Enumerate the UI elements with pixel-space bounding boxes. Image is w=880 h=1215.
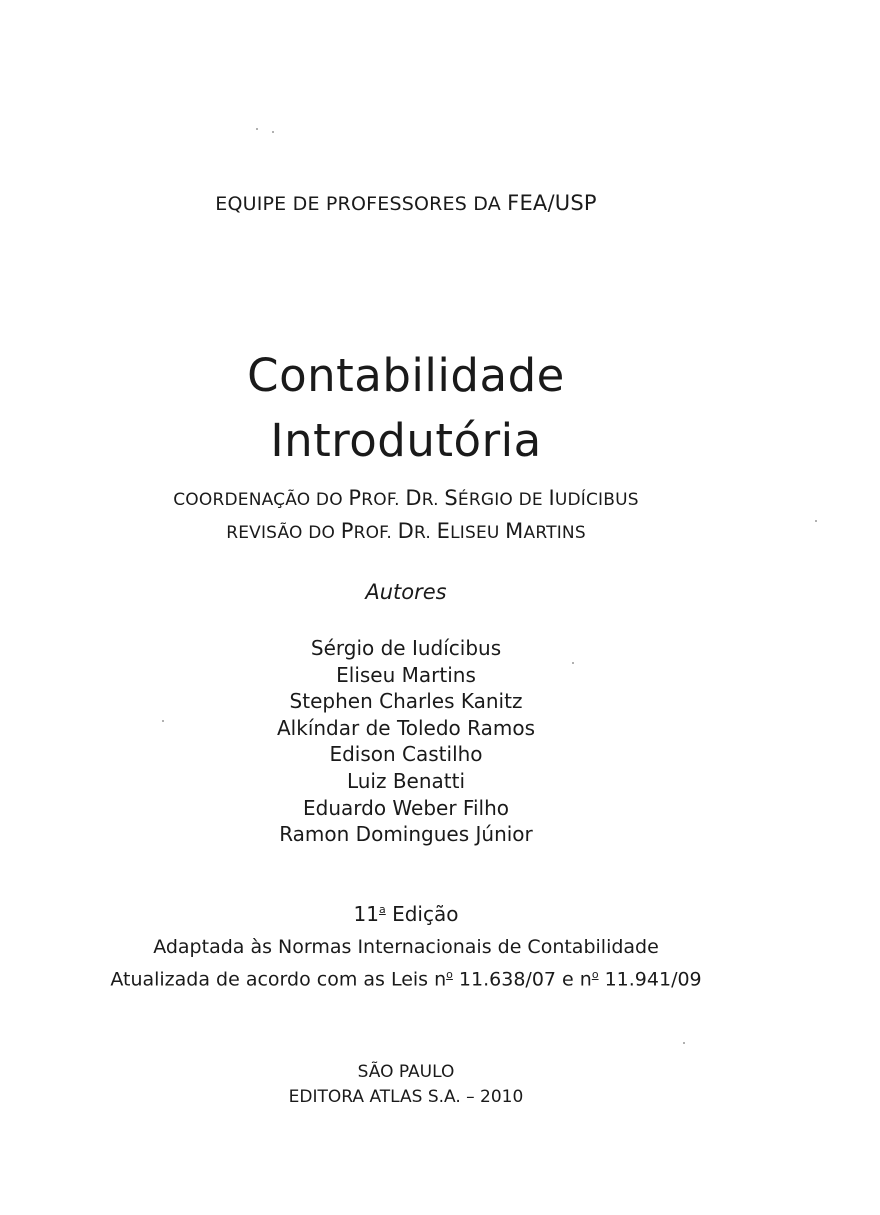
smallcaps-text: ÉRGIO DE [457,490,549,510]
scan-speck [272,131,274,133]
cap-letter: S [444,486,458,510]
edition-number: 11 [353,902,379,926]
authors-list [0,635,812,848]
cap-letter: D [397,519,414,543]
edition-ordinal: a [378,903,386,916]
smallcaps-text: ROF. [361,490,406,510]
scan-speck [683,1042,685,1044]
book-title-line-2: Introdutória [270,414,542,467]
author-name: Eliseu Martins [336,662,476,687]
publication-city: SÃO PAULO [357,1062,455,1082]
scan-speck [815,520,817,522]
author-name: Alkíndar de Toledo Ramos [277,715,535,740]
cap-letter: M [505,519,524,543]
ordinal-mark: o [446,968,453,981]
author-name: Eduardo Weber Filho [303,795,509,820]
law-note-text: 11.941/09 [598,968,702,991]
revision-credit [0,519,812,543]
smallcaps-text: ROF. [353,523,398,543]
author-name: Sérgio de Iudícibus [310,636,502,660]
cap-letter: P [348,486,362,510]
scan-speck [572,662,574,664]
cap-letter: E [436,519,451,543]
smallcaps-text: LISEU [450,523,506,543]
law-note-text: Atualizada de acordo com as Leis n [110,968,447,991]
cap-letter: I [548,486,555,510]
author-name: Edison Castilho [329,742,483,767]
law-update-note [0,968,812,990]
coordination-word: COORDENAÇÃO DO [173,490,349,510]
smallcaps-text: R. [414,523,437,543]
team-header [0,191,812,215]
coordination-credit [0,486,812,510]
scan-speck [256,128,258,130]
author-name: Luiz Benatti [346,768,466,793]
team-header-org: FEA/USP [507,191,597,215]
law-note-text: 11.638/07 e n [452,968,592,991]
author-name: Ramon Domingues Júnior [279,822,533,847]
edition-word: Edição [385,902,459,926]
cap-letter: D [405,486,422,510]
smallcaps-text: R. [421,490,445,510]
scan-speck [162,720,164,722]
author-name: Stephen Charles Kanitz [289,689,523,714]
smallcaps-text: UDÍCIBUS [554,490,639,510]
book-title-line-1: Contabilidade [247,349,565,402]
edition-label [0,902,812,926]
publisher-line: EDITORA ATLAS S.A. – 2010 [288,1087,524,1107]
authors-heading: Autores [365,580,447,604]
cap-letter: P [340,519,354,543]
adaptation-note: Adaptada às Normas Internacionais de Contabilidade [153,936,659,958]
ordinal-mark: o [591,968,599,981]
revision-word: REVISÃO DO [226,523,341,543]
smallcaps-text: ARTINS [523,523,586,543]
team-header-prefix: EQUIPE DE PROFESSORES DA [215,193,508,215]
